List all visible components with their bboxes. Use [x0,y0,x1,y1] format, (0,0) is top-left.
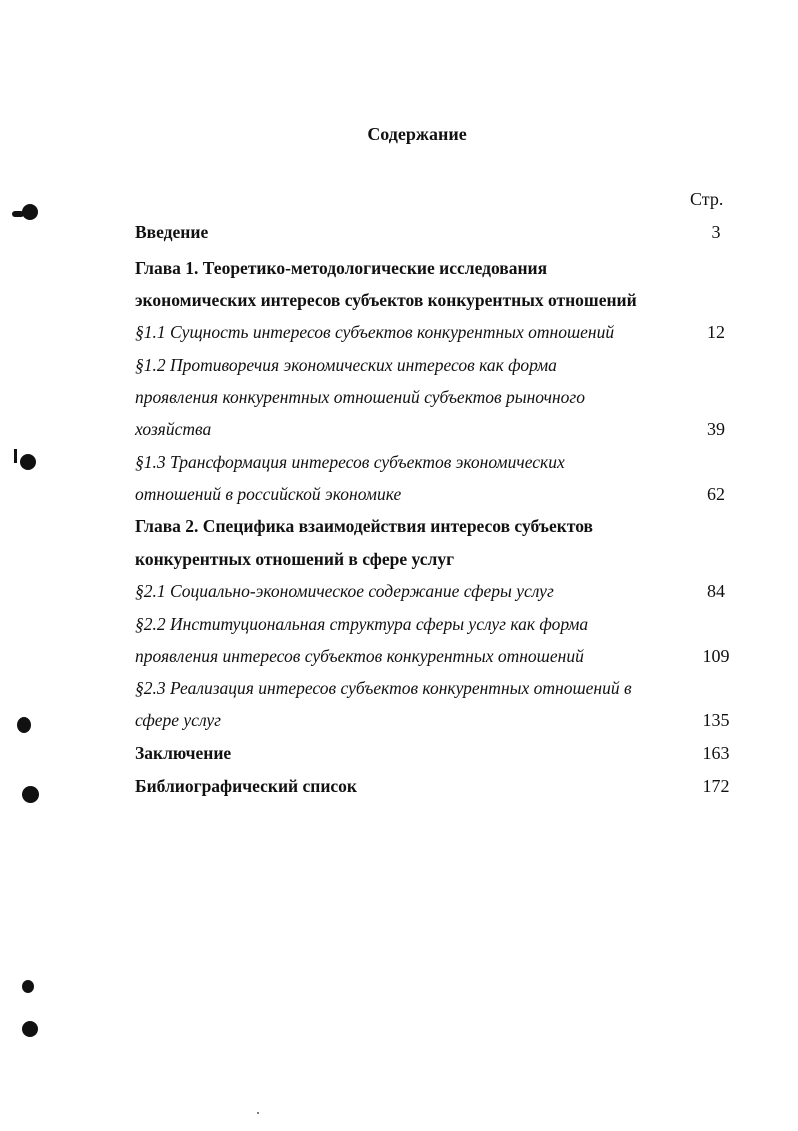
punch-hole [22,980,34,993]
punch-hole [17,717,31,733]
toc-entry-line: хозяйства [135,419,212,439]
toc-entry-line: Заключение [135,743,232,763]
toc-entry-line: отношений в российской экономике [135,484,402,504]
toc-page-number: 62 [707,484,725,504]
toc-entry-line: экономических интересов субъектов конкурентных отношений [135,290,637,310]
page-column-header: Стр. [690,189,724,209]
toc-page-number: 12 [707,322,725,342]
punch-hole [20,454,36,470]
toc-entry-line: Библиографический список [135,776,358,796]
toc-page-number: 163 [702,743,730,763]
toc-entry-line: Введение [135,222,209,242]
punch-hole [22,1021,38,1037]
toc-entry-line: проявления интересов субъектов конкурентных отношений [135,646,584,666]
toc-entry-line: сфере услуг [135,710,221,730]
scan-artifact [14,449,17,463]
punch-hole [22,786,39,803]
toc-entry-line: проявления конкурентных отношений субъектов рыночного [135,387,585,407]
toc-entry-line: конкурентных отношений в сфере услуг [135,549,455,569]
punch-hole [22,204,38,220]
page-title: Содержание [367,124,467,144]
toc-page-number: 84 [707,581,725,601]
toc-entry-line: §1.1 Сущность интересов субъектов конкурентных отношений [135,322,615,342]
toc-entry-line: §2.2 Институциональная структура сферы услуг как форма [135,614,589,634]
toc-entry-line: Глава 1. Теоретико-методологические исследования [135,258,548,278]
toc-page-number: 172 [702,776,730,796]
scan-speck [257,1112,259,1114]
toc-entry-line: §1.3 Трансформация интересов субъектов экономических [135,452,565,472]
toc-page-number: 39 [707,419,725,439]
toc-entry-line: §1.2 Противоречия экономических интересов как форма [135,355,557,375]
toc-entry-line: Глава 2. Специфика взаимодействия интересов субъектов [135,516,593,536]
toc-entry-line: §2.3 Реализация интересов субъектов конкурентных отношений в [135,678,632,698]
toc-page-number: 3 [711,222,721,242]
toc-page-number: 109 [702,646,730,666]
toc-entry-line: §2.1 Социально-экономическое содержание сферы услуг [135,581,554,601]
scan-artifact [12,211,24,217]
toc-page-number: 135 [702,710,730,730]
